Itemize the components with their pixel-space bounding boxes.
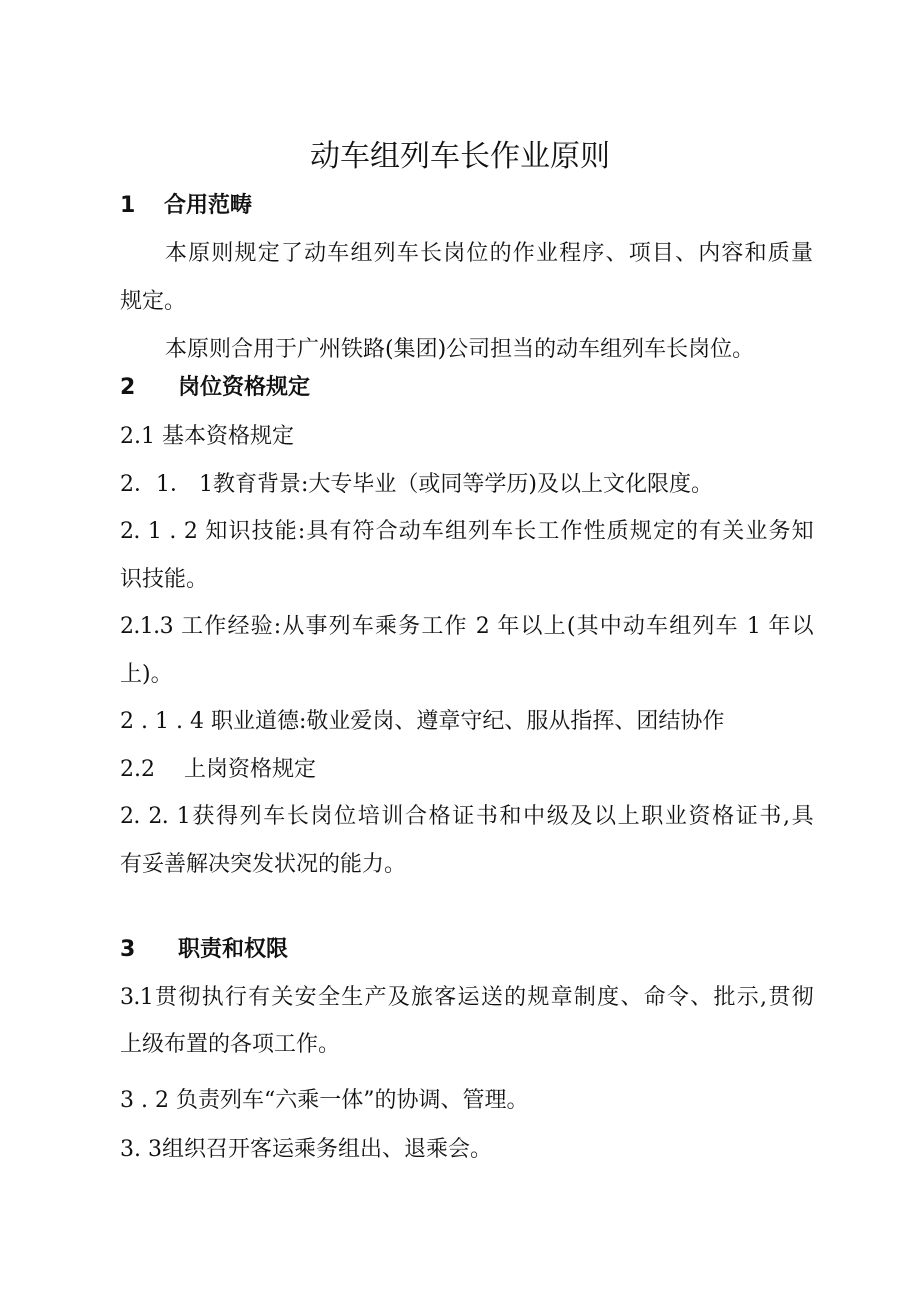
section-title: 岗位资格规定	[178, 375, 311, 400]
clause-line: 2.1.3 工作经验:从事列车乘务工作 2 年以上(其中动车组列车 1 年以	[120, 614, 813, 639]
section-number: 2	[120, 375, 136, 400]
document-title: 动车组列车长作业原则	[310, 139, 610, 174]
clause-line: 2．1． 1教育背景:大专毕业（或同等学历)及以上文化限度。	[120, 472, 713, 497]
clause-line: 上级布置的各项工作。	[120, 1032, 341, 1057]
clause-line: 2. 2. 1获得列车长岗位培训合格证书和中级及以上职业资格证书,具	[120, 804, 813, 829]
clause-line: 有妥善解决突发状况的能力。	[120, 852, 407, 877]
clause-line: 2. 1 . 2 知识技能:具有符合动车组列车长工作性质规定的有关业务知	[120, 519, 813, 544]
clause-line: 3. 3组织召开客运乘务组出、退乘会。	[120, 1137, 492, 1162]
paragraph-line: 规定。	[120, 289, 187, 314]
section-heading-3	[120, 935, 288, 965]
clause-line: 3.1贯彻执行有关安全生产及旅客运送的规章制度、命令、批示,贯彻	[120, 985, 813, 1010]
paragraph-line: 本原则规定了动车组列车长岗位的作业程序、项目、内容和质量	[165, 241, 813, 266]
clause-line: 3 . 2 负责列车“六乘一体”的协调、管理。	[120, 1088, 529, 1113]
section-heading-1	[120, 191, 252, 221]
section-title: 职责和权限	[178, 937, 289, 962]
section-title: 合用范畴	[164, 193, 253, 218]
clause-line: 上)。	[120, 662, 173, 687]
subsection-heading: 2.2 上岗资格规定	[120, 757, 316, 782]
paragraph-line: 本原则合用于广州铁路(集团)公司担当的动车组列车长岗位。	[165, 337, 755, 362]
subsection-heading: 2.1 基本资格规定	[120, 424, 294, 449]
section-number: 1	[120, 193, 136, 218]
clause-line: 识技能。	[120, 567, 209, 592]
section-number: 3	[120, 937, 136, 962]
clause-line: 2 . 1 . 4 职业道德:敬业爱岗、遵章守纪、服从指挥、团结协作	[120, 709, 725, 734]
section-heading-2	[120, 373, 310, 403]
